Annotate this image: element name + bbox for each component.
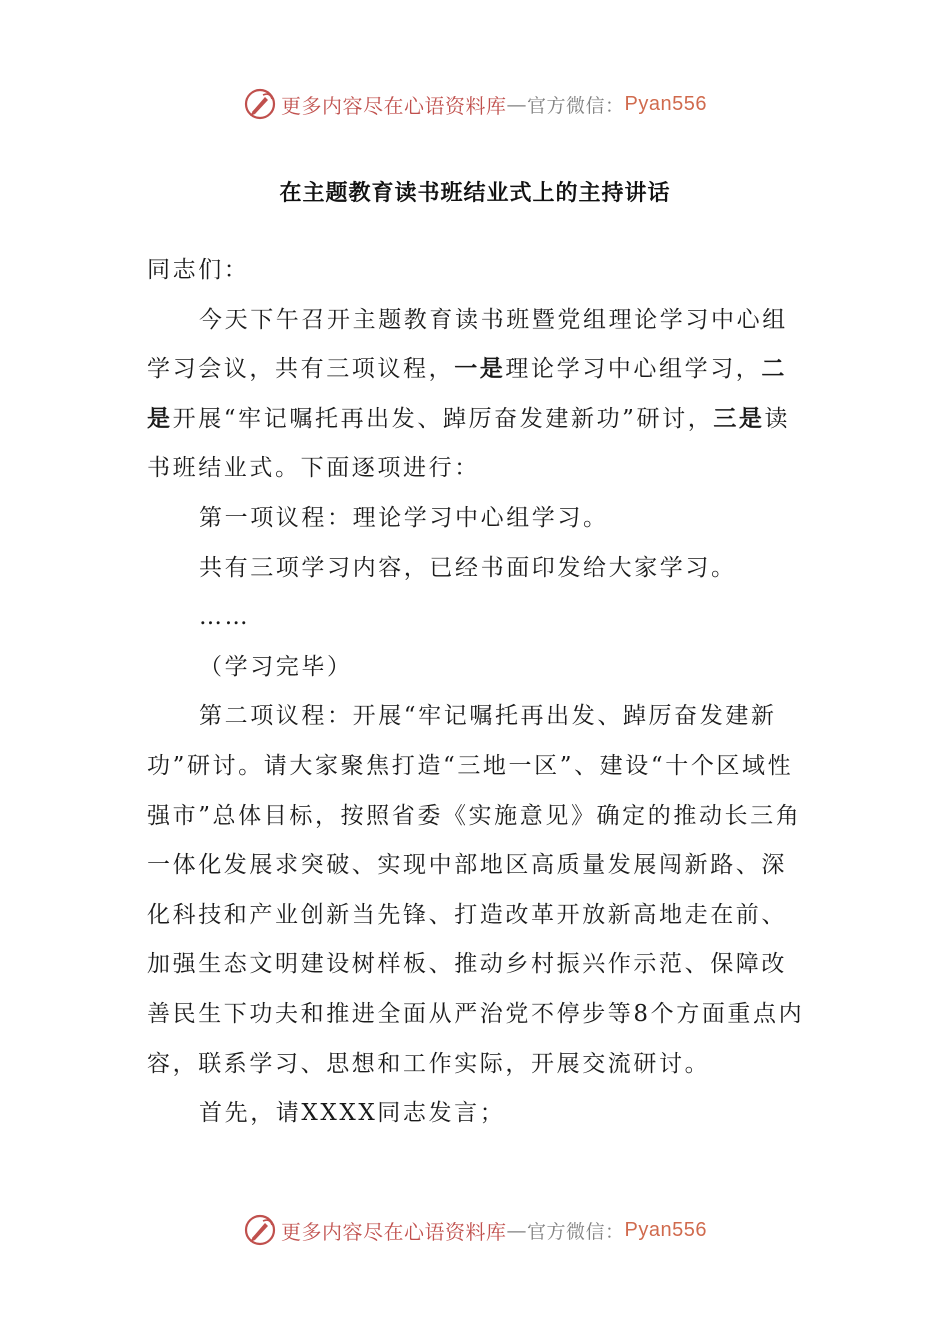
banner-wechat-id: Pyan556 xyxy=(624,1218,707,1241)
paragraph-agenda xyxy=(147,296,807,494)
greeting: 同志们： xyxy=(147,257,250,283)
paragraph-item-two: 第二项议程：开展“牢记嘱托再出发、踔厉奋发建新功”研讨。请大家聚焦打造“三地一区”、建设“十个区域性强市”总体目标，按照省委《实施意见》确定的推动长三角一体化发展求突破、实现中部地区高质量发展闯新路、深化科技和产业创新当先锋、打造改革开放新高地走在前、加强生态文明建设树样板、推动乡村振兴作示范、保障改善民生下功夫和推进全面从严治党不停步等8个方面重点内容，联系学习、思想和工作实际，开展交流研讨。 xyxy=(147,703,805,1077)
agenda-first-item: 理论学习中心组学习， xyxy=(505,356,762,383)
banner-wechat-label: 官方微信： xyxy=(527,94,625,117)
banner-wechat-id: Pyan556 xyxy=(624,92,707,115)
banner-separator: — xyxy=(506,1218,527,1242)
agenda-second-item: 开展“牢记嘱托再出发、踔厉奋发建新功”研讨， xyxy=(172,405,714,432)
pen-logo-icon xyxy=(243,1213,277,1247)
agenda-third-item: 读书班结业式。下面逐项进行： xyxy=(147,405,791,482)
agenda-third-marker: 三是 xyxy=(713,405,765,432)
agenda-intro: 今天下午召开主题教育读书班暨党组理论学习中心组学习会议，共有三项议程， xyxy=(147,306,788,383)
paragraph-study-done: （学习完毕） xyxy=(199,653,353,680)
agenda-first-marker: 一是 xyxy=(454,356,506,383)
pen-logo-icon xyxy=(243,87,277,121)
document-title: 在主题教育读书班结业式上的主持讲话 xyxy=(279,181,671,206)
agenda-second-marker: 二是 xyxy=(147,356,788,432)
header-watermark xyxy=(0,84,950,124)
paragraph-first-speaker: 首先，请XXXX同志发言； xyxy=(199,1100,506,1127)
paragraph-item-one: 第一项议程：理论学习中心组学习。 xyxy=(199,504,609,531)
paragraph-ellipsis: …… xyxy=(199,604,251,631)
footer-watermark xyxy=(0,1210,950,1250)
banner-main-text: 更多内容尽在心语资料库 xyxy=(281,1219,507,1244)
document-body xyxy=(147,246,807,1139)
paragraph-study-content: 共有三项学习内容，已经书面印发给大家学习。 xyxy=(199,554,737,581)
banner-separator: — xyxy=(506,92,527,116)
banner-wechat-label: 官方微信： xyxy=(527,1220,625,1243)
banner-main-text: 更多内容尽在心语资料库 xyxy=(281,93,507,118)
